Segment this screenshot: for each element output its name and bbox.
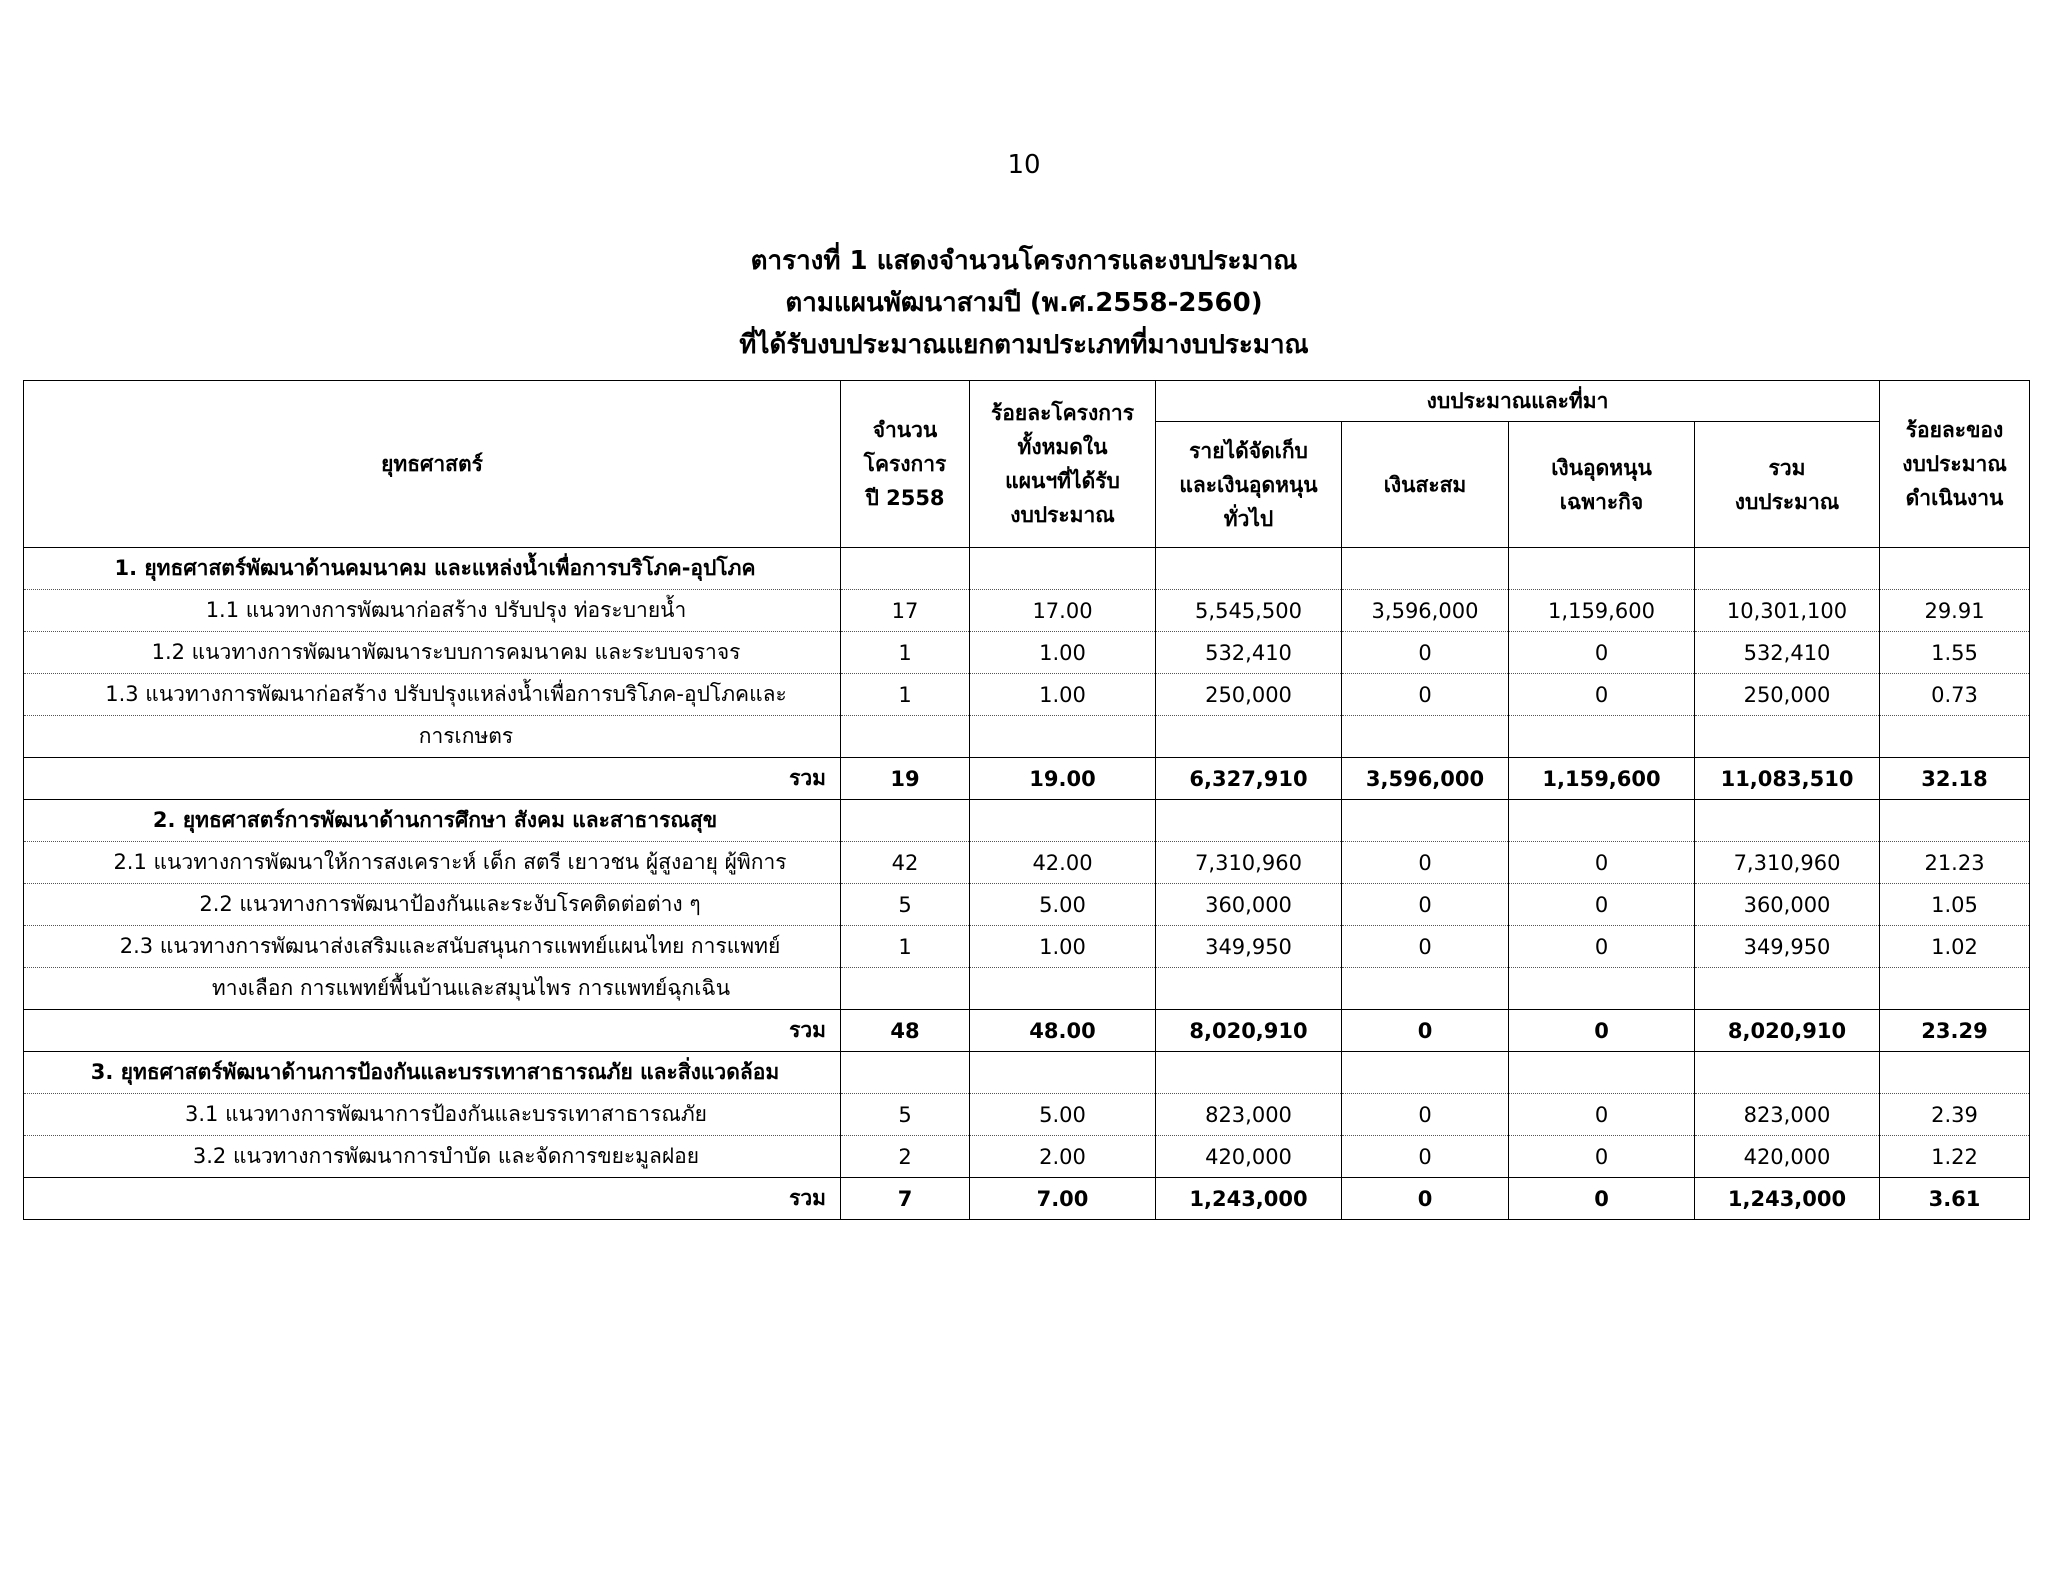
cell-percent-projects: 5.00 xyxy=(970,1094,1156,1136)
cell-percent-projects: 1.00 xyxy=(970,674,1156,716)
header-specific-grant-line: เงินอุดหนุน xyxy=(1551,455,1652,480)
header-revenue-line: รายได้จัดเก็บ xyxy=(1189,438,1308,463)
header-percent-projects-line: แผนฯที่ได้รับ xyxy=(1005,469,1120,493)
cell-strategy-name: การเกษตร xyxy=(24,716,841,758)
cell-percent-budget: 2.39 xyxy=(1880,1094,2030,1136)
cell-strategy-name: 3.2 แนวทางการพัฒนาการบำบัด และจัดการขยะมูลฝอย xyxy=(24,1136,841,1178)
cell-total-budget: 1,243,000 xyxy=(1695,1178,1880,1220)
cell-strategy-name: 1.1 แนวทางการพัฒนาก่อสร้าง ปรับปรุง ท่อระบายน้ำ xyxy=(24,590,841,632)
header-count xyxy=(841,381,970,548)
table-row xyxy=(24,674,2030,716)
cell-total-budget xyxy=(1695,800,1880,842)
cell-percent-projects xyxy=(970,968,1156,1010)
cell-strategy-name: 1. ยุทธศาสตร์พัฒนาด้านคมนาคม และแหล่งน้ำเพื่อการบริโภค-อุปโภค xyxy=(24,548,841,590)
cell-specific-grant: 0 xyxy=(1509,842,1695,884)
cell-total-budget: 420,000 xyxy=(1695,1136,1880,1178)
header-percent-budget-line: ร้อยละของ xyxy=(1905,418,2004,442)
cell-specific-grant: 0 xyxy=(1509,926,1695,968)
cell-percent-budget: 1.05 xyxy=(1880,884,2030,926)
cell-percent-budget xyxy=(1880,800,2030,842)
cell-total-budget xyxy=(1695,716,1880,758)
cell-specific-grant: 0 xyxy=(1509,632,1695,674)
cell-count xyxy=(841,716,970,758)
cell-revenue: 420,000 xyxy=(1156,1136,1342,1178)
cell-strategy-name: รวม xyxy=(24,1178,841,1220)
cell-percent-budget: 21.23 xyxy=(1880,842,2030,884)
cell-specific-grant: 0 xyxy=(1509,674,1695,716)
cell-savings: 0 xyxy=(1342,1094,1509,1136)
cell-total-budget: 8,020,910 xyxy=(1695,1010,1880,1052)
header-revenue-line: และเงินอุดหนุน xyxy=(1179,472,1318,497)
cell-revenue: 349,950 xyxy=(1156,926,1342,968)
cell-count: 17 xyxy=(841,590,970,632)
cell-percent-budget: 1.02 xyxy=(1880,926,2030,968)
cell-specific-grant xyxy=(1509,968,1695,1010)
cell-strategy-name: 3.1 แนวทางการพัฒนาการป้องกันและบรรเทาสาธารณภัย xyxy=(24,1094,841,1136)
cell-strategy-name: 2.2 แนวทางการพัฒนาป้องกันและระงับโรคติดต่อต่าง ๆ xyxy=(24,884,841,926)
table-title xyxy=(0,240,2048,366)
title-line-1: ตารางที่ 1 แสดงจำนวนโครงการและงบประมาณ xyxy=(750,246,1298,276)
cell-specific-grant xyxy=(1509,1052,1695,1094)
cell-savings: 0 xyxy=(1342,1010,1509,1052)
cell-savings: 0 xyxy=(1342,632,1509,674)
cell-savings: 3,596,000 xyxy=(1342,758,1509,800)
cell-revenue: 7,310,960 xyxy=(1156,842,1342,884)
cell-savings: 0 xyxy=(1342,1178,1509,1220)
title-line-2: ตามแผนพัฒนาสามปี (พ.ศ.2558-2560) xyxy=(785,288,1263,318)
header-specific-grant-line: เฉพาะกิจ xyxy=(1559,489,1644,514)
cell-savings xyxy=(1342,800,1509,842)
cell-specific-grant: 1,159,600 xyxy=(1509,758,1695,800)
cell-strategy-name: 1.2 แนวทางการพัฒนาพัฒนาระบบการคมนาคม และระบบจราจร xyxy=(24,632,841,674)
cell-revenue: 6,327,910 xyxy=(1156,758,1342,800)
cell-savings: 3,596,000 xyxy=(1342,590,1509,632)
cell-count: 1 xyxy=(841,632,970,674)
header-revenue xyxy=(1156,422,1342,548)
cell-percent-budget: 1.55 xyxy=(1880,632,2030,674)
cell-percent-projects xyxy=(970,548,1156,590)
cell-total-budget: 11,083,510 xyxy=(1695,758,1880,800)
cell-percent-projects: 7.00 xyxy=(970,1178,1156,1220)
cell-savings: 0 xyxy=(1342,842,1509,884)
cell-strategy-name: ทางเลือก การแพทย์พื้นบ้านและสมุนไพร การแพทย์ฉุกเฉิน xyxy=(24,968,841,1010)
cell-percent-projects: 1.00 xyxy=(970,926,1156,968)
subtotal-row xyxy=(24,1010,2030,1052)
cell-percent-projects: 5.00 xyxy=(970,884,1156,926)
header-percent-budget-line: ดำเนินงาน xyxy=(1905,486,2004,510)
header-total-budget xyxy=(1695,422,1880,548)
cell-count: 1 xyxy=(841,926,970,968)
cell-revenue: 360,000 xyxy=(1156,884,1342,926)
cell-percent-budget xyxy=(1880,716,2030,758)
page-number: 10 xyxy=(1007,150,1041,180)
cell-percent-projects xyxy=(970,716,1156,758)
cell-savings xyxy=(1342,548,1509,590)
subtotal-row xyxy=(24,758,2030,800)
table-body xyxy=(24,548,2030,1220)
table-row xyxy=(24,884,2030,926)
header-total-budget-line: รวม xyxy=(1768,455,1806,480)
cell-count: 19 xyxy=(841,758,970,800)
cell-percent-budget xyxy=(1880,548,2030,590)
cell-strategy-name: รวม xyxy=(24,1010,841,1052)
table-row xyxy=(24,590,2030,632)
cell-percent-budget: 23.29 xyxy=(1880,1010,2030,1052)
cell-savings: 0 xyxy=(1342,884,1509,926)
cell-count xyxy=(841,548,970,590)
cell-specific-grant xyxy=(1509,800,1695,842)
header-row-1 xyxy=(24,381,2030,422)
cell-revenue: 1,243,000 xyxy=(1156,1178,1342,1220)
cell-total-budget: 349,950 xyxy=(1695,926,1880,968)
cell-total-budget: 250,000 xyxy=(1695,674,1880,716)
subtotal-row xyxy=(24,1178,2030,1220)
cell-total-budget: 823,000 xyxy=(1695,1094,1880,1136)
cell-specific-grant xyxy=(1509,716,1695,758)
header-specific-grant xyxy=(1509,422,1695,548)
cell-savings: 0 xyxy=(1342,926,1509,968)
header-strategy: ยุทธศาสตร์ xyxy=(24,381,841,548)
cell-revenue: 823,000 xyxy=(1156,1094,1342,1136)
header-budget-group: งบประมาณและที่มา xyxy=(1156,381,1880,422)
cell-count: 2 xyxy=(841,1136,970,1178)
cell-revenue xyxy=(1156,548,1342,590)
cell-count: 5 xyxy=(841,884,970,926)
cell-total-budget: 10,301,100 xyxy=(1695,590,1880,632)
cell-percent-projects: 17.00 xyxy=(970,590,1156,632)
header-count-line: จำนวน xyxy=(872,418,938,442)
cell-strategy-name: 2.3 แนวทางการพัฒนาส่งเสริมและสนับสนุนการแพทย์แผนไทย การแพทย์ xyxy=(24,926,841,968)
cell-total-budget xyxy=(1695,1052,1880,1094)
cell-count: 7 xyxy=(841,1178,970,1220)
cell-total-budget: 532,410 xyxy=(1695,632,1880,674)
cell-savings xyxy=(1342,968,1509,1010)
cell-percent-projects: 48.00 xyxy=(970,1010,1156,1052)
budget-table xyxy=(23,380,2030,1220)
cell-savings xyxy=(1342,716,1509,758)
header-percent-projects-line: งบประมาณ xyxy=(1010,503,1115,527)
cell-savings xyxy=(1342,1052,1509,1094)
header-savings: เงินสะสม xyxy=(1342,422,1509,548)
continuation-row xyxy=(24,716,2030,758)
cell-savings: 0 xyxy=(1342,674,1509,716)
cell-specific-grant: 0 xyxy=(1509,884,1695,926)
cell-count xyxy=(841,968,970,1010)
cell-specific-grant: 1,159,600 xyxy=(1509,590,1695,632)
cell-revenue: 250,000 xyxy=(1156,674,1342,716)
cell-strategy-name: 2.1 แนวทางการพัฒนาให้การสงเคราะห์ เด็ก สตรี เยาวชน ผู้สูงอายุ ผู้พิการ xyxy=(24,842,841,884)
cell-percent-projects: 19.00 xyxy=(970,758,1156,800)
table-row xyxy=(24,926,2030,968)
strategy-section-row xyxy=(24,548,2030,590)
cell-percent-budget xyxy=(1880,1052,2030,1094)
cell-revenue: 532,410 xyxy=(1156,632,1342,674)
cell-percent-budget: 32.18 xyxy=(1880,758,2030,800)
header-count-line: ปี 2558 xyxy=(865,486,945,510)
header-percent-projects-line: ทั้งหมดใน xyxy=(1017,435,1108,459)
cell-revenue xyxy=(1156,968,1342,1010)
cell-revenue: 8,020,910 xyxy=(1156,1010,1342,1052)
header-total-budget-line: งบประมาณ xyxy=(1734,489,1840,514)
table-header xyxy=(24,381,2030,548)
header-percent-budget-line: งบประมาณ xyxy=(1902,452,2007,476)
cell-total-budget xyxy=(1695,548,1880,590)
cell-total-budget xyxy=(1695,968,1880,1010)
header-revenue-line: ทั่วไป xyxy=(1223,506,1274,531)
cell-percent-projects xyxy=(970,800,1156,842)
cell-total-budget: 7,310,960 xyxy=(1695,842,1880,884)
cell-revenue: 5,545,500 xyxy=(1156,590,1342,632)
table-row xyxy=(24,842,2030,884)
cell-specific-grant: 0 xyxy=(1509,1010,1695,1052)
cell-percent-budget: 1.22 xyxy=(1880,1136,2030,1178)
cell-count xyxy=(841,1052,970,1094)
title-line-3: ที่ได้รับงบประมาณแยกตามประเภทที่มางบประมาณ xyxy=(739,330,1309,360)
cell-count: 42 xyxy=(841,842,970,884)
cell-percent-budget: 29.91 xyxy=(1880,590,2030,632)
strategy-section-row xyxy=(24,1052,2030,1094)
cell-total-budget: 360,000 xyxy=(1695,884,1880,926)
cell-percent-budget: 3.61 xyxy=(1880,1178,2030,1220)
cell-count xyxy=(841,800,970,842)
table-row xyxy=(24,632,2030,674)
cell-count: 48 xyxy=(841,1010,970,1052)
cell-strategy-name: 2. ยุทธศาสตร์การพัฒนาด้านการศึกษา สังคม และสาธารณสุข xyxy=(24,800,841,842)
header-percent-projects-line: ร้อยละโครงการ xyxy=(991,401,1134,425)
cell-specific-grant xyxy=(1509,548,1695,590)
header-count-line: โครงการ xyxy=(863,452,947,476)
cell-revenue xyxy=(1156,800,1342,842)
table-row xyxy=(24,1136,2030,1178)
cell-percent-projects: 1.00 xyxy=(970,632,1156,674)
header-percent-projects xyxy=(970,381,1156,548)
cell-strategy-name: 1.3 แนวทางการพัฒนาก่อสร้าง ปรับปรุงแหล่งน้ำเพื่อการบริโภค-อุปโภคและ xyxy=(24,674,841,716)
cell-strategy-name: 3. ยุทธศาสตร์พัฒนาด้านการป้องกันและบรรเทาสาธารณภัย และสิ่งแวดล้อม xyxy=(24,1052,841,1094)
table-row xyxy=(24,1094,2030,1136)
cell-percent-projects: 2.00 xyxy=(970,1136,1156,1178)
cell-percent-budget xyxy=(1880,968,2030,1010)
cell-revenue xyxy=(1156,716,1342,758)
cell-specific-grant: 0 xyxy=(1509,1178,1695,1220)
header-percent-budget xyxy=(1880,381,2030,548)
cell-revenue xyxy=(1156,1052,1342,1094)
cell-percent-projects: 42.00 xyxy=(970,842,1156,884)
cell-percent-projects xyxy=(970,1052,1156,1094)
cell-count: 1 xyxy=(841,674,970,716)
strategy-section-row xyxy=(24,800,2030,842)
cell-percent-budget: 0.73 xyxy=(1880,674,2030,716)
cell-specific-grant: 0 xyxy=(1509,1136,1695,1178)
cell-count: 5 xyxy=(841,1094,970,1136)
cell-specific-grant: 0 xyxy=(1509,1094,1695,1136)
cell-savings: 0 xyxy=(1342,1136,1509,1178)
cell-strategy-name: รวม xyxy=(24,758,841,800)
continuation-row xyxy=(24,968,2030,1010)
